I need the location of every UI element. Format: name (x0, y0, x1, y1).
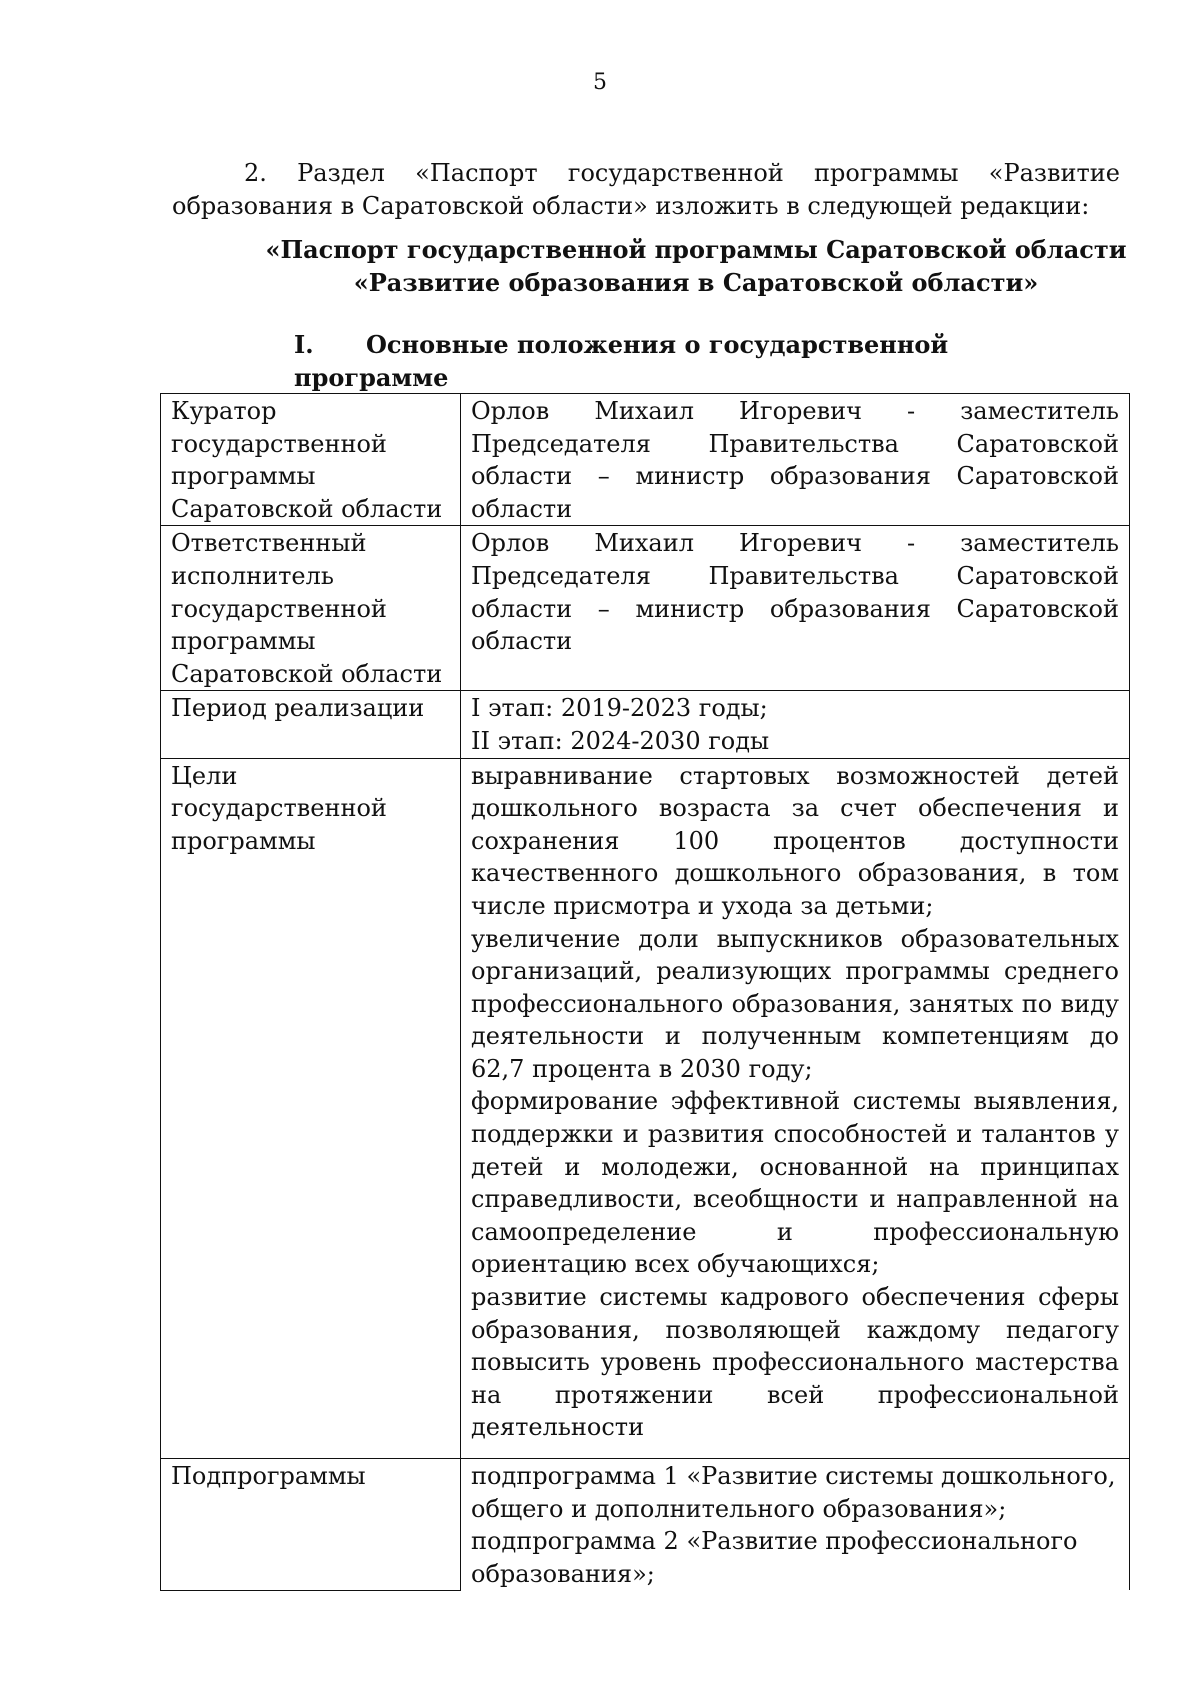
row-value (461, 394, 1130, 526)
row-label: Период реализации (161, 691, 461, 758)
row-value-line: формирование эффективной системы выявления, поддержки и развития способностей и талантов у детей и молодежи, основанной на принципах справедливости, всеобщности и направленной на самоопределение и профессиональную ориентацию всех обучающихся; (471, 1087, 1119, 1279)
row-label: Подпрограммы (161, 1459, 461, 1591)
row-value-line: II этап: 2024-2030 годы (471, 726, 770, 755)
table-row (161, 691, 1130, 758)
section-title: Основные положения о государственной программе (294, 330, 949, 392)
row-value-line: I этап: 2019-2023 годы; (471, 694, 768, 723)
row-value (461, 1459, 1130, 1591)
passport-title (150, 233, 1200, 299)
row-label: Цели государственной программы (161, 758, 461, 1458)
row-value (461, 758, 1130, 1458)
row-value (461, 691, 1130, 758)
table-row (161, 526, 1130, 691)
row-label: Куратор государственной программы Саратовской области (161, 394, 461, 526)
passport-title-line-2: «Развитие образования в Саратовской области» (353, 268, 1039, 297)
row-value-line: увеличение доли выпускников образовательных организаций, реализующих программы среднего профессионального образования, занятых по виду деятельности и полученным компетенциям до 62,7 процента в 2030 году; (471, 924, 1119, 1083)
table-row (161, 1459, 1130, 1591)
row-value-line: выравнивание стартовых возможностей детей дошкольного возраста за счет обеспечения и сохранения 100 процентов доступности качественного дошкольного образования, в том числе присмотра и ухода за детьми; (471, 761, 1119, 920)
row-label: Ответственный исполнитель государственной программы Саратовской области (161, 526, 461, 691)
row-value-line: подпрограмма 2 «Развитие профессионального образования»; (471, 1527, 1078, 1588)
row-value (461, 526, 1130, 691)
page-number: 5 (593, 70, 607, 95)
table-row (161, 394, 1130, 526)
passport-title-line-1: «Паспорт государственной программы Саратовской области (265, 235, 1127, 264)
row-value-line: Орлов Михаил Игоревич - заместитель Председателя Правительства Саратовской области – министр образования Саратовской области (471, 529, 1119, 656)
row-value-line: подпрограмма 1 «Развитие системы дошкольного, общего и дополнительного образования»; (471, 1462, 1116, 1523)
row-value-line: развитие системы кадрового обеспечения сферы образования, позволяющей каждому педагогу повысить уровень профессионального мастерства на протяжении всей профессиональной деятельности (471, 1283, 1119, 1442)
section-heading (294, 328, 1094, 394)
passport-table (160, 393, 1130, 1591)
intro-paragraph: 2. Раздел «Паспорт государственной программы «Развитие образования в Саратовской области» изложить в следующей редакции: (172, 159, 1120, 220)
table-row (161, 758, 1130, 1458)
row-value-line: Орлов Михаил Игоревич - заместитель Председателя Правительства Саратовской области – министр образования Саратовской области (471, 397, 1119, 523)
section-number: I. (294, 330, 314, 359)
